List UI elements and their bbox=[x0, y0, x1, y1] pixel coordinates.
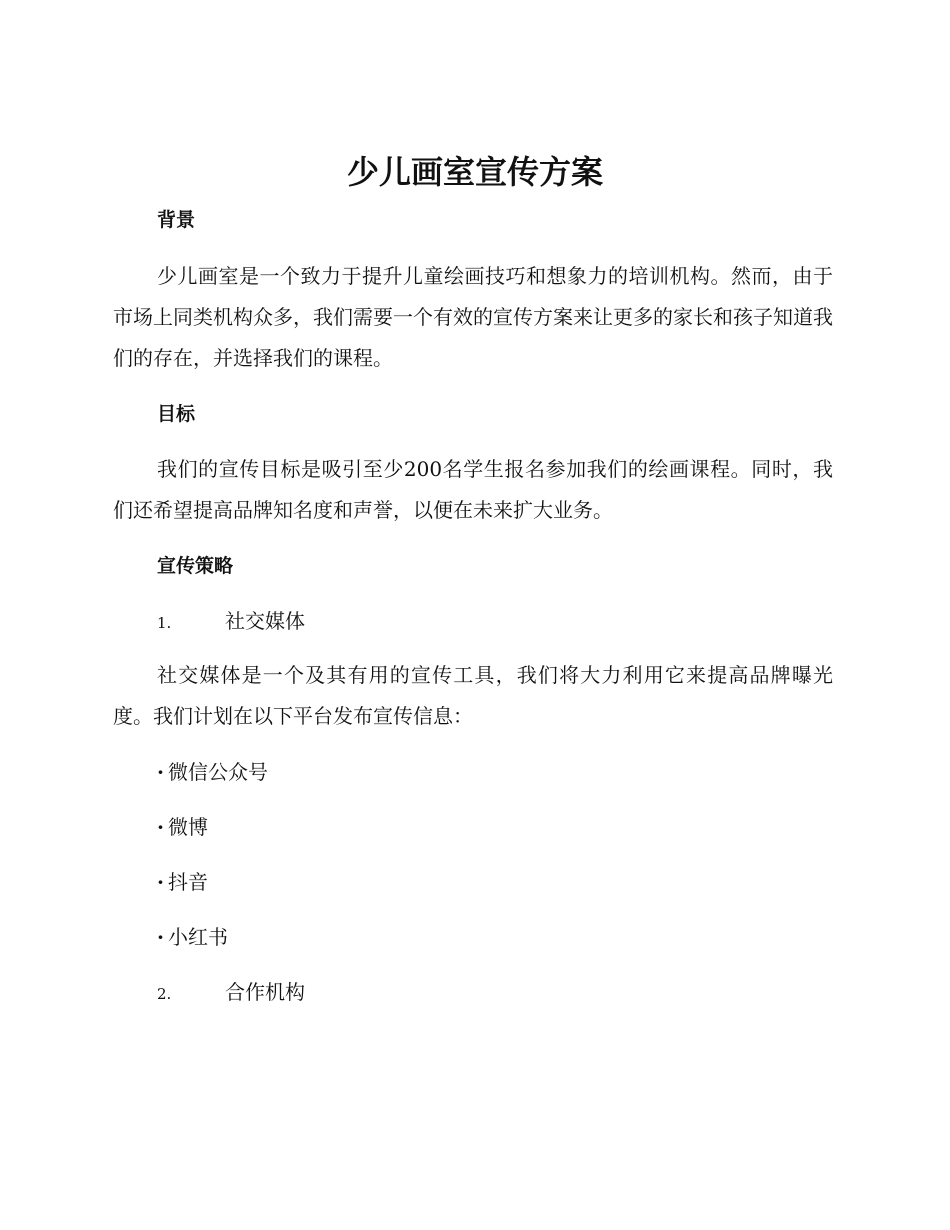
background-paragraph: 少儿画室是一个致力于提升儿童绘画技巧和想象力的培训机构。然而，由于市场上同类机构众多，我们需要一个有效的宣传方案来让更多的家长和孩子知道我们的存在，并选择我们的课程。 bbox=[113, 264, 833, 370]
goal-paragraph: 我们的宣传目标是吸引至少200名学生报名参加我们的绘画课程。同时，我们还希望提高品牌知名度和声誉，以便在未来扩大业务。 bbox=[113, 457, 833, 522]
bullet-label: 微信公众号 bbox=[168, 760, 268, 784]
bullet-dot: · bbox=[157, 760, 164, 784]
bullet-dot: · bbox=[157, 870, 164, 894]
bullet-item bbox=[157, 922, 228, 952]
bullet-item bbox=[157, 757, 268, 787]
section-heading-goal: 目标 bbox=[157, 403, 196, 425]
bullet-label: 微博 bbox=[168, 815, 208, 839]
list-number: 1. bbox=[157, 614, 172, 632]
document-title: 少儿画室宣传方案 bbox=[346, 153, 603, 191]
list-label: 合作机构 bbox=[225, 980, 305, 1004]
bullet-label: 抖音 bbox=[168, 870, 208, 894]
bullet-dot: · bbox=[157, 815, 164, 839]
bullet-item bbox=[157, 867, 208, 897]
section-heading-strategy: 宣传策略 bbox=[157, 555, 234, 577]
list-number: 2. bbox=[157, 985, 172, 1003]
list-label: 社交媒体 bbox=[225, 609, 305, 633]
bullet-dot: · bbox=[157, 925, 164, 949]
section-heading-background: 背景 bbox=[157, 209, 196, 231]
bullet-label: 小红书 bbox=[168, 925, 228, 949]
strategy-item-partners bbox=[157, 977, 305, 1009]
social-media-paragraph: 社交媒体是一个及其有用的宣传工具，我们将大力利用它来提高品牌曝光度。我们计划在以下平台发布宣传信息： bbox=[113, 663, 833, 728]
strategy-item-social-media bbox=[157, 606, 305, 638]
bullet-item bbox=[157, 812, 208, 842]
